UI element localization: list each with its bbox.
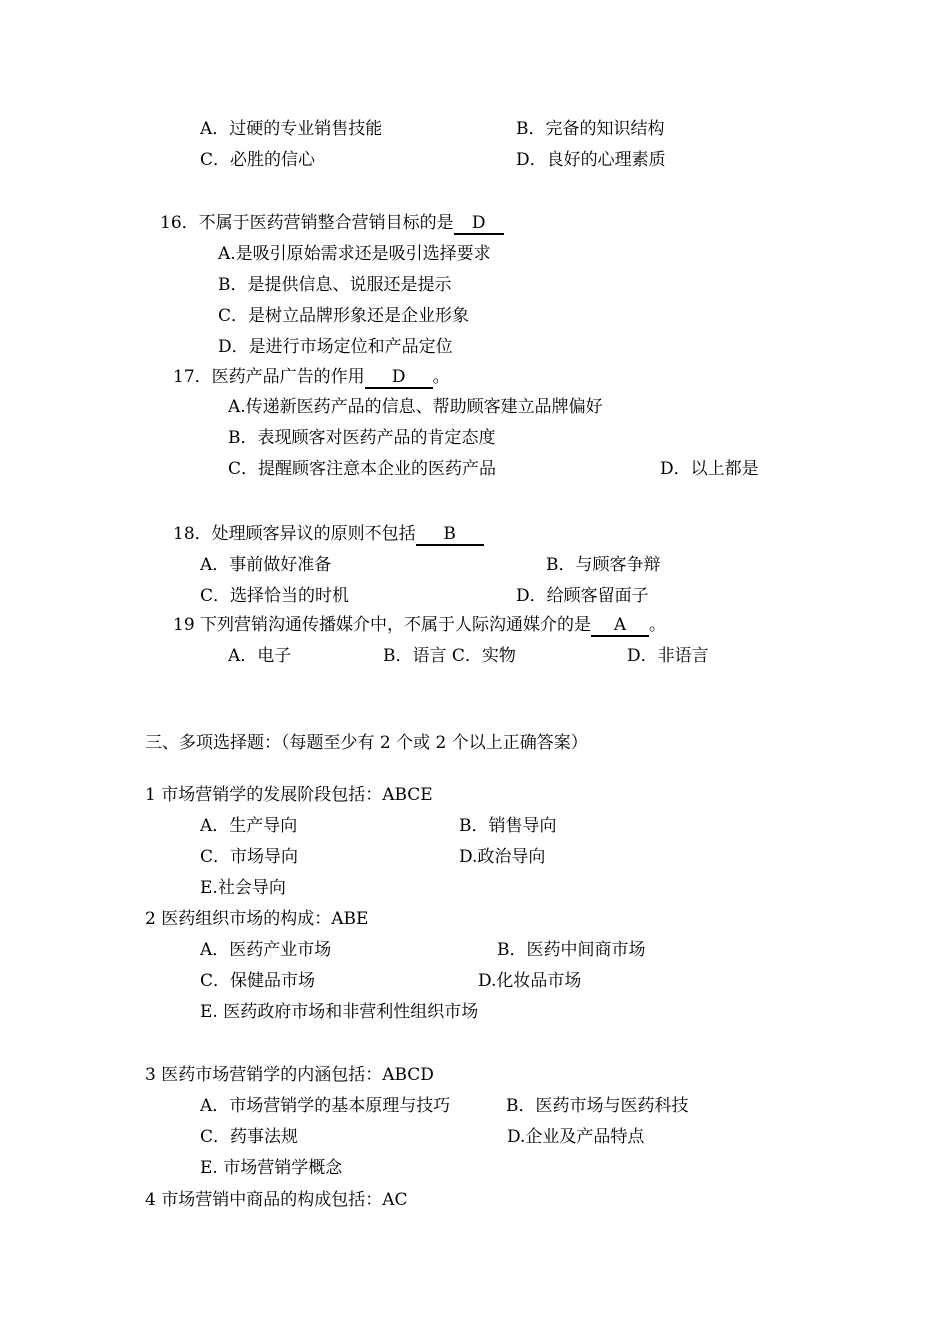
q16-option-c: C．是树立品牌形象还是企业形象 bbox=[218, 306, 470, 326]
q18-option-a: A．事前做好准备 bbox=[200, 555, 332, 575]
q17-suffix: 。 bbox=[432, 367, 450, 387]
q17-stem bbox=[173, 366, 450, 388]
m3-option-e: E. 市场营销学概念 bbox=[200, 1158, 343, 1178]
m3-option-a: A．市场营销学的基本原理与技巧 bbox=[200, 1096, 451, 1116]
q19-option-a: A．电子 bbox=[228, 646, 292, 666]
m4-stem: 4 市场营销中商品的构成包括：AC bbox=[145, 1190, 408, 1210]
q19-suffix: 。 bbox=[649, 615, 667, 635]
q19-option-d: D．非语言 bbox=[627, 646, 709, 666]
m1-stem: 1 市场营销学的发展阶段包括：ABCE bbox=[145, 785, 433, 805]
m1-option-d: D.政治导向 bbox=[459, 847, 546, 867]
q19-stem-text: 19 下列营销沟通传播媒介中，不属于人际沟通媒介的是 bbox=[173, 615, 592, 635]
m3-option-b: B．医药市场与医药科技 bbox=[506, 1096, 689, 1116]
q16-option-d: D．是进行市场定位和产品定位 bbox=[218, 337, 453, 357]
q16-option-a: A.是吸引原始需求还是吸引选择要求 bbox=[218, 244, 491, 264]
m1-option-a: A．生产导向 bbox=[200, 816, 298, 836]
section-3-heading: 三、多项选择题：（每题至少有 2 个或 2 个以上正确答案） bbox=[145, 733, 588, 753]
q16-answer-blank: D bbox=[454, 213, 504, 235]
q15-option-b: B．完备的知识结构 bbox=[516, 119, 665, 139]
q18-option-d: D．给顾客留面子 bbox=[516, 586, 649, 606]
q18-answer-blank: B bbox=[416, 524, 484, 546]
m2-option-b: B．医药中间商市场 bbox=[497, 940, 646, 960]
m2-option-d: D.化妆品市场 bbox=[478, 971, 582, 991]
q17-option-c: C．提醒顾客注意本企业的医药产品 bbox=[228, 459, 497, 479]
m3-option-c: C．药事法规 bbox=[200, 1127, 299, 1147]
q19-option-bc: B．语言 C．实物 bbox=[383, 646, 516, 666]
q17-option-b: B．表现顾客对医药产品的肯定态度 bbox=[228, 428, 496, 448]
m2-option-a: A．医药产业市场 bbox=[200, 940, 332, 960]
q19-answer-blank: A bbox=[591, 615, 649, 637]
q15-option-d: D．良好的心理素质 bbox=[516, 150, 666, 170]
m3-stem: 3 医药市场营销学的内涵包括：ABCD bbox=[145, 1065, 434, 1085]
m2-stem: 2 医药组织市场的构成：ABE bbox=[145, 909, 369, 929]
q16-option-b: B．是提供信息、说服还是提示 bbox=[218, 275, 452, 295]
q18-option-c: C．选择恰当的时机 bbox=[200, 586, 350, 606]
q17-option-d: D．以上都是 bbox=[660, 459, 759, 479]
q18-stem bbox=[173, 523, 484, 545]
q19-stem bbox=[173, 614, 666, 636]
m1-option-b: B．销售导向 bbox=[459, 816, 557, 836]
q15-option-c: C．必胜的信心 bbox=[200, 150, 316, 170]
q15-option-a: A．过硬的专业销售技能 bbox=[200, 119, 383, 139]
q18-option-b: B．与顾客争辩 bbox=[546, 555, 661, 575]
q17-answer-blank: D bbox=[365, 367, 433, 389]
m1-option-e: E.社会导向 bbox=[200, 878, 286, 898]
m1-option-c: C．市场导向 bbox=[200, 847, 299, 867]
q17-stem-text: 17．医药产品广告的作用 bbox=[173, 367, 365, 387]
q16-stem bbox=[160, 212, 504, 234]
m3-option-d: D.企业及产品特点 bbox=[507, 1127, 645, 1147]
q18-stem-text: 18．处理顾客异议的原则不包括 bbox=[173, 524, 416, 544]
m2-option-c: C．保健品市场 bbox=[200, 971, 316, 991]
q17-option-a: A.传递新医药产品的信息、帮助顾客建立品牌偏好 bbox=[228, 397, 603, 417]
q16-stem-text: 16．不属于医药营销整合营销目标的是 bbox=[160, 213, 454, 233]
m2-option-e: E. 医药政府市场和非营利性组织市场 bbox=[200, 1002, 479, 1022]
